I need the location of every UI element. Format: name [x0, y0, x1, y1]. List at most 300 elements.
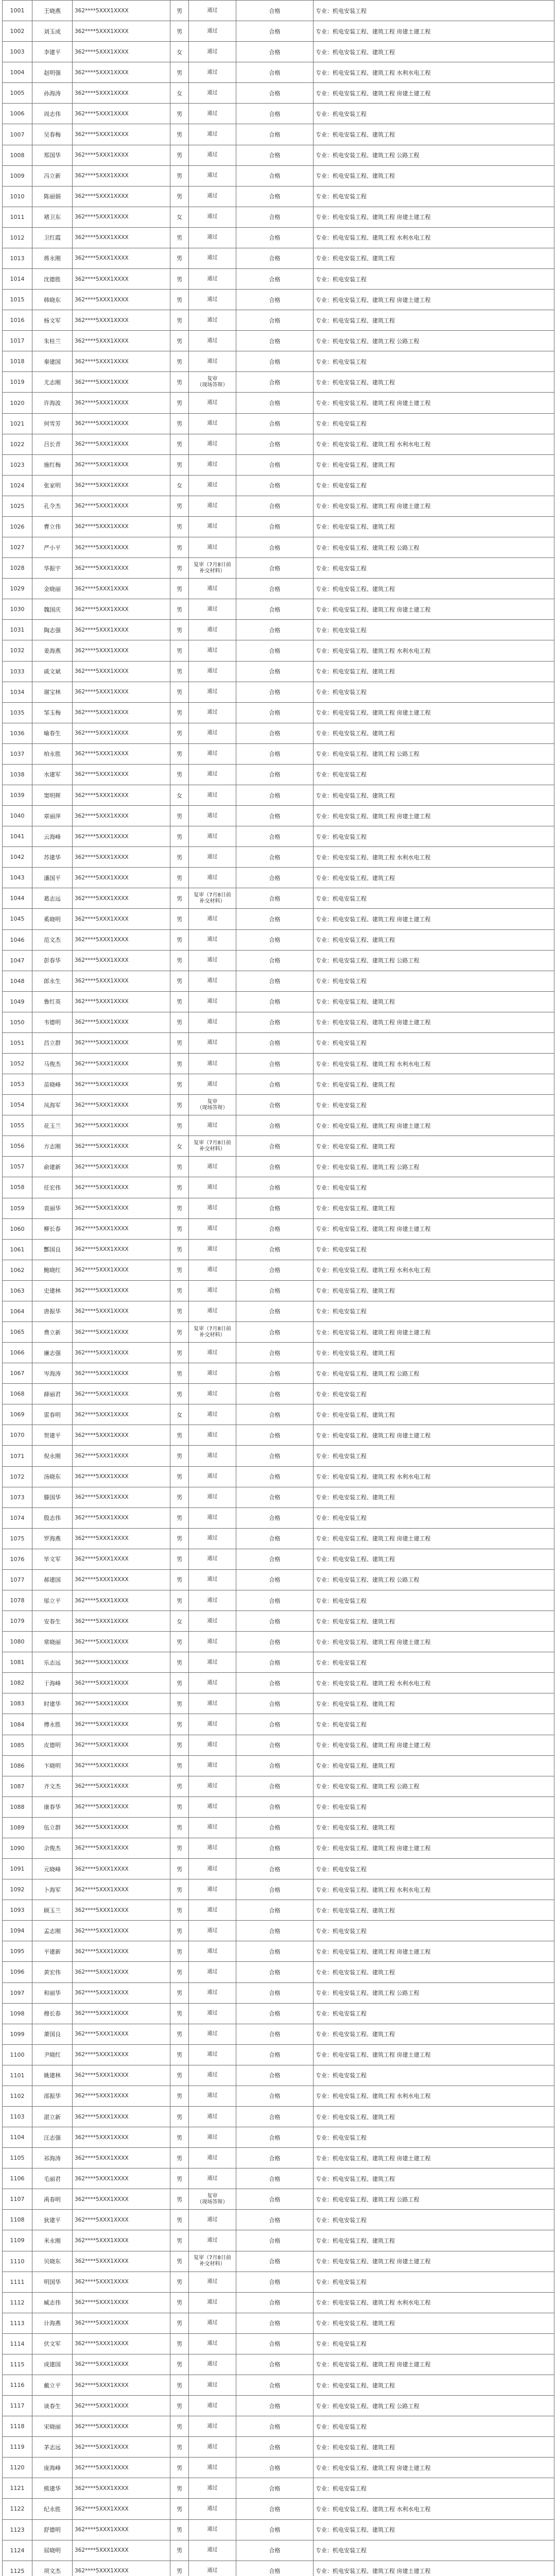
plan-result: 合格 [236, 124, 314, 145]
table-row [3, 1157, 554, 1177]
id-number: 362****5XXX1XXXX [73, 2189, 170, 2210]
review-status: 通过 [189, 1900, 236, 1921]
gender: 男 [170, 516, 189, 537]
person-name: 苏建华 [32, 847, 73, 868]
gender: 男 [170, 2458, 189, 2478]
person-name: 张家明 [32, 475, 73, 496]
gender: 男 [170, 702, 189, 723]
gender: 男 [170, 1095, 189, 1115]
id-number: 362****5XXX1XXXX [73, 1611, 170, 1632]
table-row [3, 1466, 554, 1487]
id-number: 362****5XXX1XXXX [73, 2292, 170, 2313]
review-status: 通过 [189, 661, 236, 682]
id-number: 362****5XXX1XXXX [73, 1776, 170, 1797]
plan-result: 合格 [236, 2024, 314, 2044]
review-status: 通过 [189, 2044, 236, 2065]
gender: 男 [170, 248, 189, 268]
table-row [3, 888, 554, 909]
id-number: 362****5XXX1XXXX [73, 702, 170, 723]
table-row [3, 1838, 554, 1858]
row-number: 1048 [3, 971, 32, 991]
table-row [3, 1921, 554, 1941]
person-name: 顾玉兰 [32, 1900, 73, 1921]
plan-result: 合格 [236, 2333, 314, 2354]
plan-result: 合格 [236, 1343, 314, 1363]
plan-result: 合格 [236, 496, 314, 516]
plan-result: 合格 [236, 868, 314, 888]
person-name: 秦建国 [32, 351, 73, 372]
review-status: 通过 [189, 1879, 236, 1900]
gender: 男 [170, 2106, 189, 2127]
job-description: 专业：机电安装工程 [314, 620, 554, 640]
row-number: 1090 [3, 1838, 32, 1858]
id-number: 362****5XXX1XXXX [73, 1, 170, 21]
id-number: 362****5XXX1XXXX [73, 1363, 170, 1384]
plan-result: 合格 [236, 702, 314, 723]
row-number: 1125 [3, 2561, 32, 2576]
row-number: 1095 [3, 1941, 32, 1962]
row-number: 1023 [3, 454, 32, 475]
person-name: 项文杰 [32, 2561, 73, 2576]
id-number: 362****5XXX1XXXX [73, 124, 170, 145]
gender: 男 [170, 991, 189, 1012]
person-name: 鲁红英 [32, 991, 73, 1012]
job-description: 专业：机电安装工程 [314, 971, 554, 991]
review-status: 通过 [189, 269, 236, 290]
job-description: 专业：机电安装工程、建筑工程 [314, 1549, 554, 1569]
table-row [3, 1053, 554, 1074]
plan-result: 合格 [236, 1487, 314, 1507]
id-number: 362****5XXX1XXXX [73, 1487, 170, 1507]
id-number: 362****5XXX1XXXX [73, 2024, 170, 2044]
id-number: 362****5XXX1XXXX [73, 104, 170, 124]
table-row [3, 682, 554, 702]
row-number: 1034 [3, 682, 32, 702]
job-description: 专业：机电安装工程 [314, 764, 554, 785]
row-number: 1061 [3, 1239, 32, 1260]
plan-result: 合格 [236, 806, 314, 826]
gender: 男 [170, 599, 189, 620]
id-number: 362****5XXX1XXXX [73, 2168, 170, 2189]
job-description: 专业：机电安装工程 [314, 1032, 554, 1053]
gender: 男 [170, 1817, 189, 1838]
table-row [3, 2519, 554, 2540]
table-row [3, 2106, 554, 2127]
id-number: 362****5XXX1XXXX [73, 21, 170, 42]
row-number: 1110 [3, 2251, 32, 2272]
table-row [3, 454, 554, 475]
review-status: 通过 [189, 1032, 236, 1053]
person-name: 柏永胜 [32, 743, 73, 764]
person-name: 费立新 [32, 1322, 73, 1343]
job-description: 专业：机电安装工程、建筑工程 房建土建工程 [314, 2561, 554, 2576]
person-name: 戚文斌 [32, 661, 73, 682]
review-status: 通过 [189, 2561, 236, 2576]
person-name: 滕国华 [32, 1487, 73, 1507]
row-number: 1075 [3, 1528, 32, 1549]
plan-result: 合格 [236, 1322, 314, 1343]
row-number: 1088 [3, 1797, 32, 1817]
table-row [3, 2024, 554, 2044]
table-row [3, 971, 554, 991]
id-number: 362****5XXX1XXXX [73, 579, 170, 599]
row-number: 1042 [3, 847, 32, 868]
plan-result: 合格 [236, 950, 314, 971]
table-row [3, 1115, 554, 1136]
table-row [3, 1384, 554, 1404]
review-status: 通过 [189, 83, 236, 104]
table-row [3, 723, 554, 743]
review-status: 通过 [189, 1343, 236, 1363]
table-row [3, 331, 554, 351]
table-row [3, 1239, 554, 1260]
review-status: 通过 [189, 2148, 236, 2168]
id-number: 362****5XXX1XXXX [73, 1673, 170, 1693]
gender: 男 [170, 1487, 189, 1507]
row-number: 1084 [3, 1714, 32, 1735]
job-description: 专业：机电安装工程、建筑工程 [314, 1611, 554, 1632]
plan-result: 合格 [236, 1590, 314, 1611]
row-number: 1012 [3, 227, 32, 248]
gender: 男 [170, 496, 189, 516]
job-description: 专业：机电安装工程 [314, 682, 554, 702]
plan-result: 合格 [236, 1404, 314, 1425]
plan-result: 合格 [236, 1714, 314, 1735]
job-description: 专业：机电安装工程、建筑工程 [314, 2313, 554, 2333]
plan-result: 合格 [236, 1693, 314, 1714]
table-row [3, 475, 554, 496]
gender: 男 [170, 1673, 189, 1693]
table-row [3, 1549, 554, 1569]
review-status: 通过 [189, 2292, 236, 2313]
plan-result: 合格 [236, 2127, 314, 2148]
person-name: 柳长春 [32, 1218, 73, 1239]
review-status: 通过 [189, 1776, 236, 1797]
person-name: 史建林 [32, 1280, 73, 1301]
review-status: 复审（7月8日前 补交材料） [189, 1136, 236, 1157]
person-name: 时建华 [32, 1693, 73, 1714]
table-row [3, 1735, 554, 1755]
row-number: 1026 [3, 516, 32, 537]
id-number: 362****5XXX1XXXX [73, 888, 170, 909]
job-description: 专业：机电安装工程、建筑工程 房建土建工程 [314, 21, 554, 42]
row-number: 1117 [3, 2396, 32, 2416]
table-row [3, 2210, 554, 2230]
person-name: 谈春生 [32, 2396, 73, 2416]
job-description: 专业：机电安装工程 [314, 413, 554, 434]
gender: 男 [170, 1260, 189, 1280]
gender: 男 [170, 1032, 189, 1053]
review-status: 通过 [189, 1632, 236, 1652]
review-status: 通过 [189, 1053, 236, 1074]
person-name: 金晓丽 [32, 579, 73, 599]
id-number: 362****5XXX1XXXX [73, 1693, 170, 1714]
gender: 女 [170, 475, 189, 496]
id-number: 362****5XXX1XXXX [73, 413, 170, 434]
table-row [3, 1260, 554, 1280]
person-name: 吴春梅 [32, 124, 73, 145]
gender: 男 [170, 1652, 189, 1673]
review-status: 通过 [189, 413, 236, 434]
review-status: 通过 [189, 971, 236, 991]
job-description: 专业：机电安装工程、建筑工程 房建土建工程 [314, 1941, 554, 1962]
gender: 男 [170, 2478, 189, 2499]
plan-result: 合格 [236, 393, 314, 413]
plan-result: 合格 [236, 1549, 314, 1569]
review-status: 通过 [189, 310, 236, 331]
review-status: 通过 [189, 227, 236, 248]
table-row [3, 1590, 554, 1611]
plan-result: 合格 [236, 1280, 314, 1301]
review-status: 复审（7月8日前 补交材料） [189, 888, 236, 909]
plan-result: 合格 [236, 579, 314, 599]
job-description: 专业：机电安装工程 [314, 475, 554, 496]
gender: 男 [170, 537, 189, 558]
person-name: 舒德明 [32, 2519, 73, 2540]
row-number: 1014 [3, 269, 32, 290]
job-description: 专业：机电安装工程 [314, 888, 554, 909]
review-status: 通过 [189, 2499, 236, 2519]
plan-result: 合格 [236, 785, 314, 805]
gender: 男 [170, 227, 189, 248]
id-number: 362****5XXX1XXXX [73, 785, 170, 805]
review-status: 通过 [189, 104, 236, 124]
table-row [3, 950, 554, 971]
plan-result: 合格 [236, 1032, 314, 1053]
job-description: 专业：机电安装工程、建筑工程 房建土建工程 [314, 1218, 554, 1239]
plan-result: 合格 [236, 207, 314, 227]
plan-result: 合格 [236, 2086, 314, 2106]
person-name: 熊建华 [32, 2478, 73, 2499]
review-status: 通过 [189, 1177, 236, 1198]
job-description: 专业：机电安装工程、建筑工程 公路工程 [314, 743, 554, 764]
gender: 男 [170, 1384, 189, 1404]
table-row [3, 2127, 554, 2148]
table-row [3, 1301, 554, 1321]
gender: 男 [170, 1177, 189, 1198]
plan-result: 合格 [236, 1157, 314, 1177]
person-name: 康春华 [32, 1797, 73, 1817]
table-row [3, 620, 554, 640]
id-number: 362****5XXX1XXXX [73, 2044, 170, 2065]
review-status: 通过 [189, 785, 236, 805]
row-number: 1008 [3, 145, 32, 165]
job-description: 专业：机电安装工程、建筑工程 房建土建工程 [314, 1632, 554, 1652]
person-name: 彭春华 [32, 950, 73, 971]
review-status: 通过 [189, 723, 236, 743]
plan-result: 合格 [236, 165, 314, 186]
id-number: 362****5XXX1XXXX [73, 2148, 170, 2168]
id-number: 362****5XXX1XXXX [73, 723, 170, 743]
id-number: 362****5XXX1XXXX [73, 2540, 170, 2561]
plan-result: 合格 [236, 2396, 314, 2416]
id-number: 362****5XXX1XXXX [73, 2251, 170, 2272]
plan-result: 合格 [236, 1260, 314, 1280]
person-name: 吕长青 [32, 434, 73, 454]
plan-result: 合格 [236, 826, 314, 847]
gender: 男 [170, 2540, 189, 2561]
table-row [3, 372, 554, 393]
gender: 男 [170, 2230, 189, 2251]
review-status: 通过 [189, 1218, 236, 1239]
person-name: 任宏伟 [32, 1177, 73, 1198]
plan-result: 合格 [236, 682, 314, 702]
review-status: 通过 [189, 475, 236, 496]
plan-result: 合格 [236, 1363, 314, 1384]
person-name: 屈晓明 [32, 2540, 73, 2561]
gender: 女 [170, 207, 189, 227]
id-number: 362****5XXX1XXXX [73, 269, 170, 290]
review-status: 通过 [189, 207, 236, 227]
job-description: 专业：机电安装工程、建筑工程 水利水电工程 [314, 640, 554, 661]
table-row [3, 145, 554, 165]
job-description: 专业：机电安装工程、建筑工程 房建土建工程 [314, 2148, 554, 2168]
review-status: 通过 [189, 1074, 236, 1095]
job-description: 专业：机电安装工程、建筑工程 [314, 310, 554, 331]
gender: 男 [170, 1879, 189, 1900]
gender: 男 [170, 620, 189, 640]
job-description: 专业：机电安装工程、建筑工程 [314, 991, 554, 1012]
person-name: 纪永胜 [32, 2499, 73, 2519]
table-row [3, 42, 554, 62]
table-row [3, 1095, 554, 1115]
job-description: 专业：机电安装工程、建筑工程 [314, 165, 554, 186]
person-name: 计海燕 [32, 2313, 73, 2333]
gender: 男 [170, 1280, 189, 1301]
plan-result: 合格 [236, 2292, 314, 2313]
row-number: 1068 [3, 1384, 32, 1404]
job-description: 专业：机电安装工程、建筑工程 公路工程 [314, 1776, 554, 1797]
review-status: 通过 [189, 42, 236, 62]
row-number: 1063 [3, 1280, 32, 1301]
table-row [3, 207, 554, 227]
person-name: 伏文军 [32, 2333, 73, 2354]
job-description: 专业：机电安装工程、建筑工程 [314, 1900, 554, 1921]
person-name: 云海峰 [32, 826, 73, 847]
plan-result: 合格 [236, 1962, 314, 1982]
person-name: 祁海涛 [32, 2148, 73, 2168]
job-description: 专业：机电安装工程、建筑工程 [314, 1404, 554, 1425]
row-number: 1057 [3, 1157, 32, 1177]
plan-result: 合格 [236, 1301, 314, 1321]
gender: 男 [170, 1962, 189, 1982]
row-number: 1104 [3, 2127, 32, 2148]
table-row [3, 579, 554, 599]
table-row [3, 991, 554, 1012]
plan-result: 合格 [236, 1239, 314, 1260]
id-number: 362****5XXX1XXXX [73, 826, 170, 847]
gender: 男 [170, 2375, 189, 2395]
id-number: 362****5XXX1XXXX [73, 971, 170, 991]
gender: 男 [170, 2396, 189, 2416]
id-number: 362****5XXX1XXXX [73, 2086, 170, 2106]
id-number: 362****5XXX1XXXX [73, 351, 170, 372]
person-name: 章丽萍 [32, 806, 73, 826]
person-name: 曹立伟 [32, 516, 73, 537]
gender: 男 [170, 1982, 189, 2003]
id-number: 362****5XXX1XXXX [73, 186, 170, 207]
job-description: 专业：机电安装工程、建筑工程 水利水电工程 [314, 2086, 554, 2106]
id-number: 362****5XXX1XXXX [73, 248, 170, 268]
table-row [3, 1012, 554, 1032]
id-number: 362****5XXX1XXXX [73, 1343, 170, 1363]
review-status: 通过 [189, 331, 236, 351]
person-name: 宋晓丽 [32, 2416, 73, 2437]
person-name: 陈丽娟 [32, 186, 73, 207]
job-description: 专业：机电安装工程、建筑工程 房建土建工程 [314, 290, 554, 310]
gender: 男 [170, 2561, 189, 2576]
plan-result: 合格 [236, 1528, 314, 1549]
person-name: 昌立群 [32, 1032, 73, 1053]
person-name: 许海波 [32, 393, 73, 413]
job-description: 专业：机电安装工程 [314, 1, 554, 21]
gender: 女 [170, 1404, 189, 1425]
id-number: 362****5XXX1XXXX [73, 1425, 170, 1446]
id-number: 362****5XXX1XXXX [73, 62, 170, 83]
person-name: 奚晓明 [32, 909, 73, 929]
gender: 女 [170, 42, 189, 62]
id-number: 362****5XXX1XXXX [73, 1921, 170, 1941]
person-name: 茅志远 [32, 2437, 73, 2458]
gender: 男 [170, 2189, 189, 2210]
table-row [3, 537, 554, 558]
id-number: 362****5XXX1XXXX [73, 290, 170, 310]
row-number: 1060 [3, 1218, 32, 1239]
review-status: 通过 [189, 1404, 236, 1425]
row-number: 1124 [3, 2540, 32, 2561]
gender: 男 [170, 1074, 189, 1095]
gender: 男 [170, 558, 189, 579]
gender: 男 [170, 1859, 189, 1879]
gender: 男 [170, 145, 189, 165]
plan-result: 合格 [236, 1507, 314, 1528]
gender: 男 [170, 1528, 189, 1549]
job-description: 专业：机电安装工程 [314, 186, 554, 207]
row-number: 1011 [3, 207, 32, 227]
table-row [3, 868, 554, 888]
plan-result: 合格 [236, 104, 314, 124]
table-row [3, 2396, 554, 2416]
id-number: 362****5XXX1XXXX [73, 1301, 170, 1321]
row-number: 1093 [3, 1900, 32, 1921]
plan-result: 合格 [236, 372, 314, 393]
row-number: 1029 [3, 579, 32, 599]
row-number: 1076 [3, 1549, 32, 1569]
id-number: 362****5XXX1XXXX [73, 1012, 170, 1032]
job-description: 专业：机电安装工程、建筑工程 水利水电工程 [314, 1466, 554, 1487]
person-name: 谢宝林 [32, 682, 73, 702]
job-description: 专业：机电安装工程 [314, 558, 554, 579]
review-status: 通过 [189, 868, 236, 888]
id-number: 362****5XXX1XXXX [73, 207, 170, 227]
row-number: 1081 [3, 1652, 32, 1673]
row-number: 1103 [3, 2106, 32, 2127]
job-description: 专业：机电安装工程 [314, 826, 554, 847]
row-number: 1051 [3, 1032, 32, 1053]
person-name: 常晓丽 [32, 1632, 73, 1652]
id-number: 362****5XXX1XXXX [73, 1074, 170, 1095]
person-name: 卞晓明 [32, 1755, 73, 1776]
plan-result: 合格 [236, 1859, 314, 1879]
row-number: 1122 [3, 2499, 32, 2519]
person-name: 和丽华 [32, 1982, 73, 2003]
person-name: 乐志远 [32, 1652, 73, 1673]
gender: 男 [170, 1012, 189, 1032]
person-name: 冯立新 [32, 165, 73, 186]
gender: 男 [170, 1, 189, 21]
plan-result: 合格 [236, 2499, 314, 2519]
review-status: 通过 [189, 1797, 236, 1817]
